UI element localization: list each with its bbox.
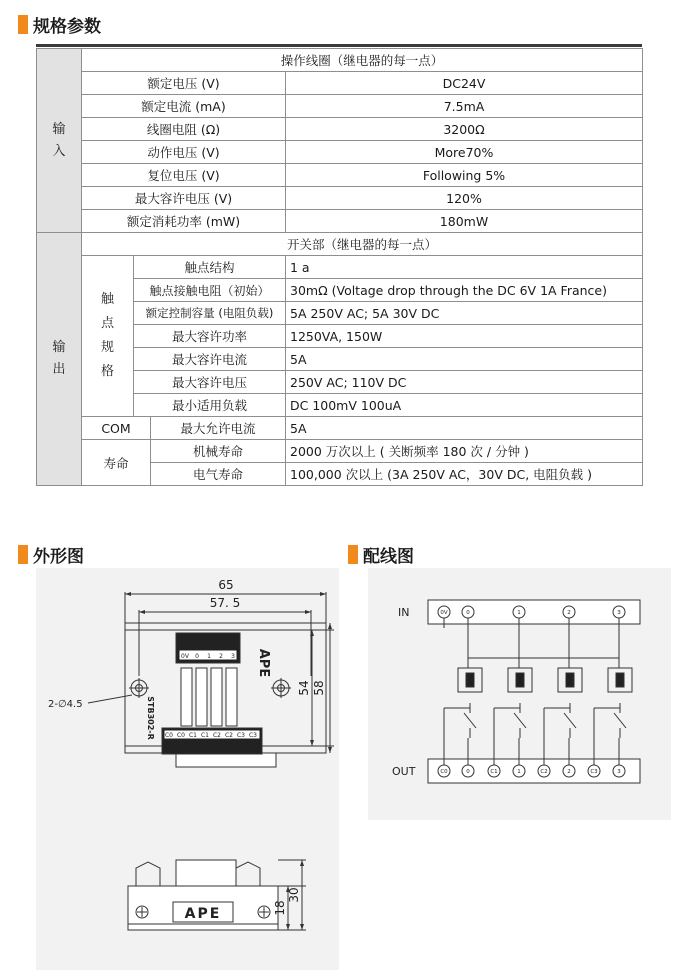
outline-title-text: 外形图 — [33, 547, 84, 567]
table-row: 最大容许电流 5A — [37, 348, 643, 371]
contact-group-label: 触 点 规 格 — [82, 256, 134, 417]
outline-section-title — [18, 542, 84, 567]
side-dim-inner-label: 18 — [273, 900, 287, 916]
side-brand-label: APE — [184, 906, 222, 922]
com-group-label: COM — [82, 417, 151, 440]
output-header: 开关部（继电器的每一点） — [82, 233, 643, 256]
table-row: 额定电压 (V) DC24V — [37, 72, 643, 95]
table-row: 触点接触电阻（初始） 30mΩ (Voltage drop through the DC 6V 1A France) — [37, 279, 643, 302]
terminal-label: C1 — [188, 732, 198, 739]
terminal-label: 0V — [181, 653, 189, 660]
brand-label: APE — [256, 648, 271, 678]
terminal-label: 0 — [195, 653, 199, 660]
table-row: 电气寿命 100,000 次以上 (3A 250V AC，30V DC, 电阻负载 ) — [37, 463, 643, 486]
terminal-label: 2 — [567, 610, 571, 616]
life-group-label: 寿命 — [82, 440, 151, 486]
accent-bar-icon — [348, 545, 358, 564]
table-row: 最大容许电压 250V AC; 110V DC — [37, 371, 643, 394]
terminal-label: C2 — [540, 769, 548, 775]
terminal-label: C2 — [212, 732, 222, 739]
output-header-row — [37, 233, 643, 256]
spec-table — [36, 48, 643, 486]
terminal-label: C1 — [200, 732, 210, 739]
hole-label: 2-∅4.5 — [48, 699, 83, 710]
terminal-label: 0 — [466, 769, 470, 775]
spec-section-title — [18, 12, 101, 37]
table-row: 线圈电阻 (Ω) 3200Ω — [37, 118, 643, 141]
wiring-diagram-panel — [368, 568, 671, 820]
table-row: 最大容许电压 (V) 120% — [37, 187, 643, 210]
accent-bar-icon — [18, 15, 28, 34]
terminal-label: 0V — [440, 610, 448, 616]
table-row: 最大容许功率 1250VA, 150W — [37, 325, 643, 348]
spec-title-text: 规格参数 — [33, 17, 101, 37]
terminal-label: C2 — [224, 732, 234, 739]
table-row: 最小适用负载 DC 100mV 100uA — [37, 394, 643, 417]
table-row: 复位电压 (V) Following 5% — [37, 164, 643, 187]
terminal-label: 2 — [567, 769, 571, 775]
input-header: 操作线圈（继电器的每一点） — [82, 49, 643, 72]
dim-height-inner-label: 54 — [297, 680, 311, 696]
outline-drawing — [36, 568, 339, 970]
table-row: 额定控制容量 (电阻负载) 5A 250V AC; 5A 30V DC — [37, 302, 643, 325]
model-label: STB302-R — [146, 696, 155, 740]
output-side-label: 输 出 — [37, 233, 82, 486]
table-row: 动作电压 (V) More70% — [37, 141, 643, 164]
terminal-label: C1 — [490, 769, 498, 775]
out-label: OUT — [392, 765, 416, 778]
dim-height-outer-label: 58 — [312, 680, 326, 696]
in-label: IN — [398, 606, 410, 619]
wiring-title-text: 配线图 — [363, 547, 414, 567]
table-top-rule — [36, 44, 642, 47]
wiring-diagram — [368, 568, 671, 820]
terminal-label: C3 — [236, 732, 246, 739]
terminal-label: 1 — [207, 653, 211, 660]
input-side-label: 输 入 — [37, 49, 82, 233]
terminal-label: C3 — [248, 732, 258, 739]
terminal-label: C3 — [590, 769, 598, 775]
terminal-label: 0 — [466, 610, 470, 616]
terminal-label: 1 — [517, 610, 521, 616]
input-header-row — [37, 49, 643, 72]
table-row: 寿命 机械寿命 2000 万次以上 ( 关断频率 180 次 / 分钟 ) — [37, 440, 643, 463]
table-row: COM 最大允许电流 5A — [37, 417, 643, 440]
terminal-label: 1 — [517, 769, 521, 775]
table-row: 触 点 规 格 触点结构 1 a — [37, 256, 643, 279]
accent-bar-icon — [18, 545, 28, 564]
dim-pitch-label: 57. 5 — [209, 596, 241, 610]
dim-width-label: 65 — [218, 578, 234, 592]
terminal-label: 3 — [617, 769, 621, 775]
table-row: 额定电流 (mA) 7.5mA — [37, 95, 643, 118]
terminal-label: C0 — [440, 769, 448, 775]
terminal-label: C0 — [164, 732, 174, 739]
wiring-section-title — [348, 542, 414, 567]
terminal-label: C0 — [176, 732, 186, 739]
terminal-label: 3 — [231, 653, 235, 660]
outline-drawing-panel — [36, 568, 339, 970]
terminal-label: 2 — [219, 653, 223, 660]
side-dim-outer-label: 30 — [287, 887, 301, 903]
terminal-label: 3 — [617, 610, 621, 616]
table-row: 额定消耗功率 (mW) 180mW — [37, 210, 643, 233]
